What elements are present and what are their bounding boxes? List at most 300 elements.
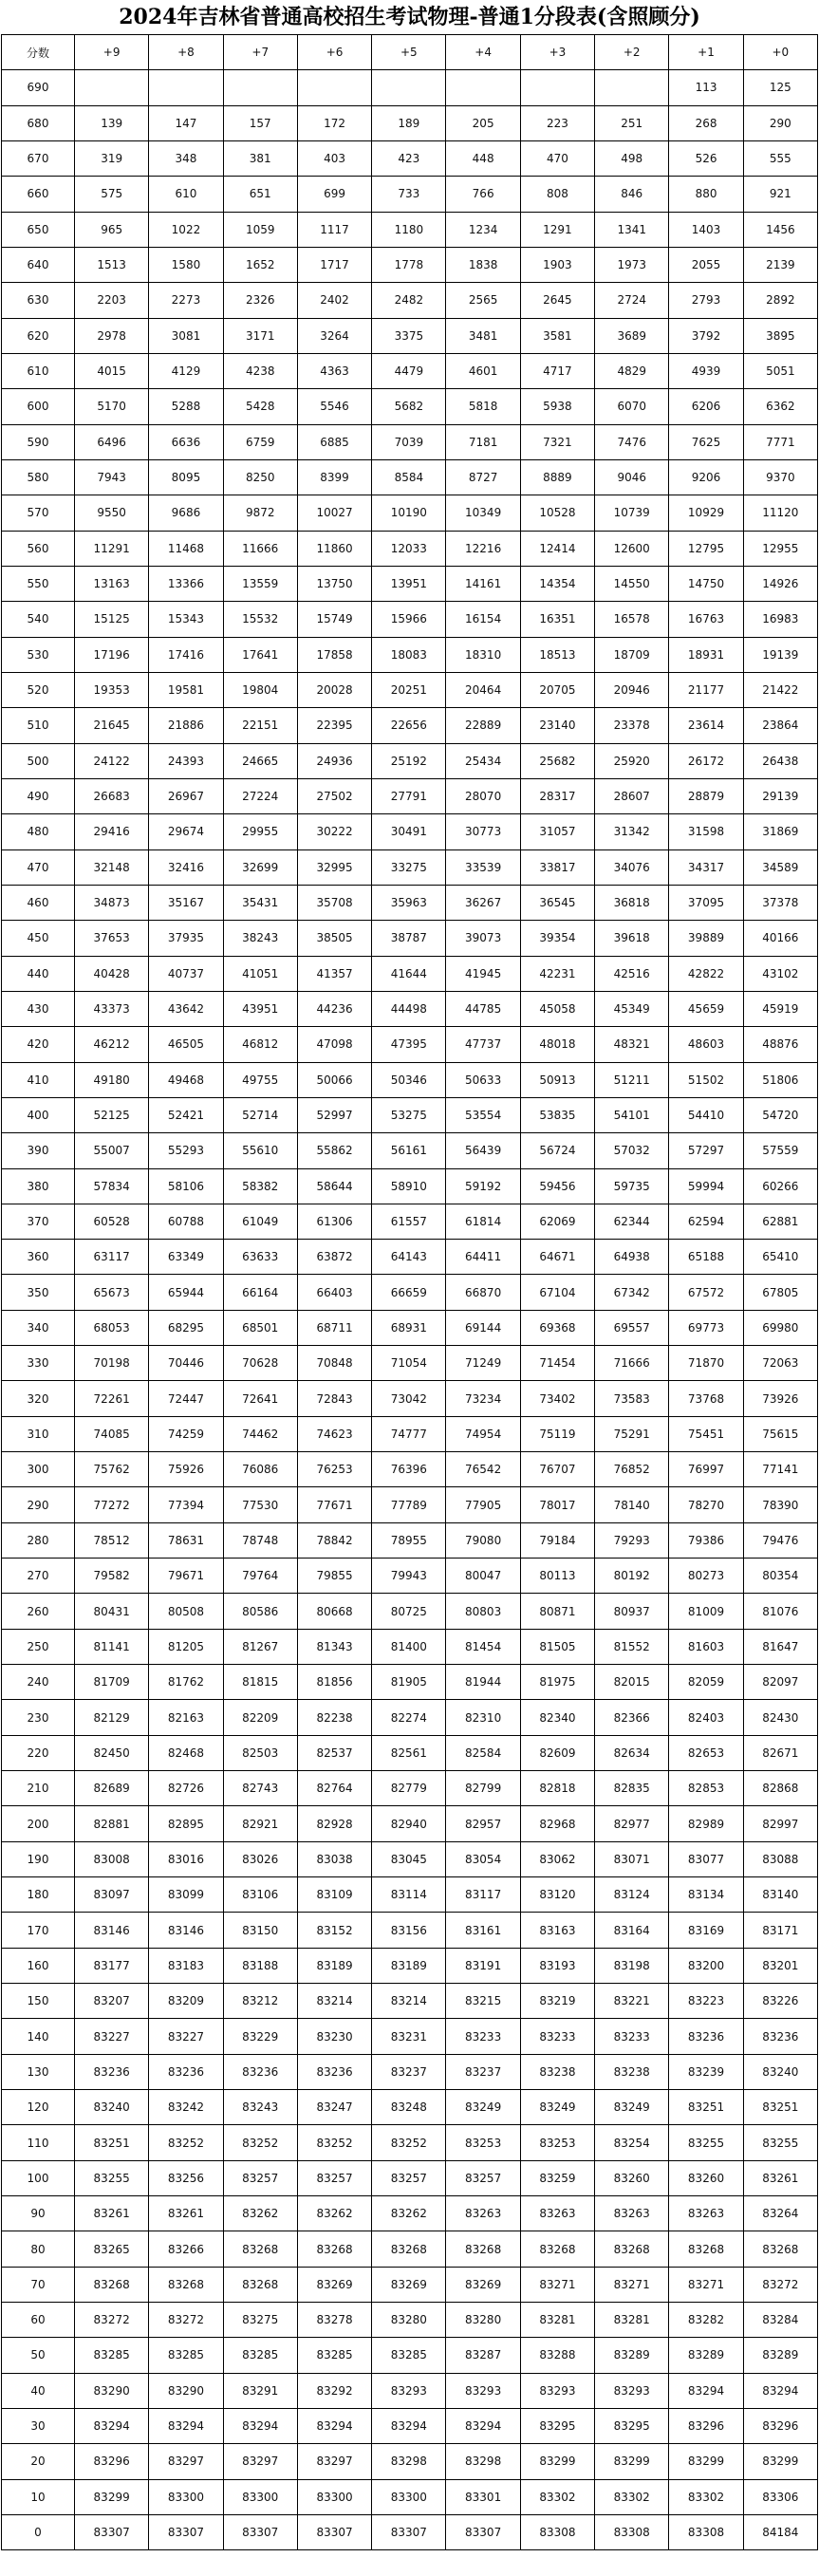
cumulative-count-cell: 83120 <box>520 1877 594 1913</box>
cumulative-count-cell: 38787 <box>372 921 446 956</box>
cumulative-count-cell: 1973 <box>595 247 669 282</box>
cumulative-count-cell: 67572 <box>669 1275 743 1310</box>
cumulative-count-cell: 37378 <box>743 885 817 920</box>
cumulative-count-cell: 83308 <box>669 2514 743 2549</box>
cumulative-count-cell: 37935 <box>149 921 223 956</box>
cumulative-count-cell: 81343 <box>297 1629 371 1664</box>
score-cell: 470 <box>2 849 75 885</box>
cumulative-count-cell: 82097 <box>743 1665 817 1700</box>
cumulative-count-cell: 83233 <box>520 2019 594 2054</box>
cumulative-count-cell: 1580 <box>149 247 223 282</box>
cumulative-count-cell: 83221 <box>595 1984 669 2019</box>
cumulative-count-cell: 189 <box>372 105 446 140</box>
cumulative-count-cell: 83236 <box>149 2054 223 2089</box>
cumulative-count-cell: 41051 <box>223 956 297 991</box>
cumulative-count-cell: 83223 <box>669 1984 743 2019</box>
cumulative-count-cell: 41357 <box>297 956 371 991</box>
cumulative-count-cell: 555 <box>743 140 817 176</box>
cumulative-count-cell: 20705 <box>520 672 594 707</box>
cumulative-count-cell: 81603 <box>669 1629 743 1664</box>
cumulative-count-cell: 13559 <box>223 566 297 601</box>
cumulative-count-cell: 57559 <box>743 1133 817 1168</box>
cumulative-count-cell: 54720 <box>743 1097 817 1132</box>
cumulative-count-cell: 526 <box>669 140 743 176</box>
cumulative-count-cell: 82366 <box>595 1700 669 1735</box>
cumulative-count-cell: 63117 <box>75 1240 149 1275</box>
score-cell: 460 <box>2 885 75 920</box>
cumulative-count-cell: 79184 <box>520 1522 594 1558</box>
cumulative-count-cell: 53835 <box>520 1097 594 1132</box>
score-cell: 170 <box>2 1913 75 1948</box>
table-row <box>2 389 818 424</box>
cumulative-count-cell: 61814 <box>446 1204 520 1239</box>
cumulative-count-cell: 83264 <box>743 2196 817 2231</box>
cumulative-count-cell: 59735 <box>595 1168 669 1204</box>
cumulative-count-cell: 32416 <box>149 849 223 885</box>
cumulative-count-cell: 83200 <box>669 1948 743 1983</box>
cumulative-count-cell: 24936 <box>297 743 371 778</box>
cumulative-count-cell: 83307 <box>149 2514 223 2549</box>
cumulative-count-cell: 21886 <box>149 708 223 743</box>
cumulative-count-cell: 17416 <box>149 637 223 672</box>
table-row <box>2 885 818 920</box>
cumulative-count-cell: 83054 <box>446 1841 520 1876</box>
cumulative-count-cell: 1717 <box>297 247 371 282</box>
cumulative-count-cell: 57834 <box>75 1168 149 1204</box>
score-cell: 200 <box>2 1806 75 1841</box>
cumulative-count-cell: 79080 <box>446 1522 520 1558</box>
cumulative-count-cell: 83308 <box>520 2514 594 2549</box>
cumulative-count-cell: 29674 <box>149 814 223 849</box>
cumulative-count-cell: 42516 <box>595 956 669 991</box>
cumulative-count-cell: 83242 <box>149 2090 223 2125</box>
cumulative-count-cell: 80668 <box>297 1594 371 1629</box>
cumulative-count-cell: 60788 <box>149 1204 223 1239</box>
score-cell: 620 <box>2 318 75 353</box>
table-row <box>2 140 818 176</box>
score-cell: 300 <box>2 1452 75 1487</box>
cumulative-count-cell: 75119 <box>520 1416 594 1451</box>
cumulative-count-cell: 83261 <box>743 2160 817 2195</box>
cumulative-count-cell: 48876 <box>743 1027 817 1062</box>
score-cell: 520 <box>2 672 75 707</box>
cumulative-count-cell: 78390 <box>743 1487 817 1522</box>
table-row <box>2 602 818 637</box>
cumulative-count-cell: 83252 <box>223 2125 297 2160</box>
cumulative-count-cell: 18931 <box>669 637 743 672</box>
cumulative-count-cell: 2724 <box>595 283 669 318</box>
cumulative-count-cell: 36267 <box>446 885 520 920</box>
table-row <box>2 424 818 459</box>
score-cell: 450 <box>2 921 75 956</box>
column-header: +1 <box>669 35 743 70</box>
cumulative-count-cell: 78748 <box>223 1522 297 1558</box>
score-cell: 10 <box>2 2479 75 2514</box>
cumulative-count-cell: 23614 <box>669 708 743 743</box>
cumulative-count-cell: 37095 <box>669 885 743 920</box>
cumulative-count-cell: 83306 <box>743 2479 817 2514</box>
cumulative-count-cell: 21422 <box>743 672 817 707</box>
column-header: +9 <box>75 35 149 70</box>
column-header: +4 <box>446 35 520 70</box>
cumulative-count-cell: 43373 <box>75 991 149 1026</box>
cumulative-count-cell: 5170 <box>75 389 149 424</box>
table-row <box>2 1168 818 1204</box>
table-row <box>2 2479 818 2514</box>
cumulative-count-cell: 83285 <box>75 2338 149 2373</box>
score-cell: 70 <box>2 2267 75 2302</box>
cumulative-count-cell: 83300 <box>149 2479 223 2514</box>
cumulative-count-cell: 76253 <box>297 1452 371 1487</box>
cumulative-count-cell: 83308 <box>595 2514 669 2549</box>
cumulative-count-cell: 7039 <box>372 424 446 459</box>
cumulative-count-cell: 56724 <box>520 1133 594 1168</box>
cumulative-count-cell: 13163 <box>75 566 149 601</box>
cumulative-count-cell: 12216 <box>446 531 520 566</box>
cumulative-count-cell: 27224 <box>223 778 297 813</box>
cumulative-count-cell: 34589 <box>743 849 817 885</box>
column-header: +5 <box>372 35 446 70</box>
cumulative-count-cell: 50066 <box>297 1062 371 1097</box>
cumulative-count-cell: 83300 <box>223 2479 297 2514</box>
cumulative-count-cell: 38243 <box>223 921 297 956</box>
cumulative-count-cell: 880 <box>669 177 743 212</box>
cumulative-count-cell: 37653 <box>75 921 149 956</box>
table-row <box>2 814 818 849</box>
cumulative-count-cell: 82503 <box>223 1735 297 1770</box>
cumulative-count-cell: 83227 <box>75 2019 149 2054</box>
cumulative-count-cell: 19581 <box>149 672 223 707</box>
cumulative-count-cell: 76707 <box>520 1452 594 1487</box>
cumulative-count-cell: 83262 <box>297 2196 371 2231</box>
cumulative-count-cell: 83298 <box>372 2444 446 2479</box>
cumulative-count-cell: 83294 <box>297 2408 371 2443</box>
score-cell: 610 <box>2 353 75 388</box>
cumulative-count-cell: 64671 <box>520 1240 594 1275</box>
cumulative-count-cell: 83271 <box>520 2267 594 2302</box>
cumulative-count-cell: 4717 <box>520 353 594 388</box>
cumulative-count-cell: 83236 <box>669 2019 743 2054</box>
table-row <box>2 1594 818 1629</box>
cumulative-count-cell: 83256 <box>149 2160 223 2195</box>
cumulative-count-cell: 83294 <box>223 2408 297 2443</box>
cumulative-count-cell: 2326 <box>223 283 297 318</box>
cumulative-count-cell: 83294 <box>446 2408 520 2443</box>
table-row <box>2 743 818 778</box>
cumulative-count-cell <box>520 70 594 105</box>
cumulative-count-cell: 83161 <box>446 1913 520 1948</box>
cumulative-count-cell: 81944 <box>446 1665 520 1700</box>
cumulative-count-cell: 39073 <box>446 921 520 956</box>
cumulative-count-cell: 82881 <box>75 1806 149 1841</box>
table-header-row <box>2 35 818 70</box>
table-row <box>2 459 818 495</box>
cumulative-count-cell: 83291 <box>223 2373 297 2408</box>
cumulative-count-cell: 83299 <box>669 2444 743 2479</box>
cumulative-count-cell: 8095 <box>149 459 223 495</box>
cumulative-count-cell: 22395 <box>297 708 371 743</box>
cumulative-count-cell: 31598 <box>669 814 743 849</box>
cumulative-count-cell: 83231 <box>372 2019 446 2054</box>
cumulative-count-cell: 83254 <box>595 2125 669 2160</box>
cumulative-count-cell: 83268 <box>297 2231 371 2267</box>
cumulative-count-cell: 81647 <box>743 1629 817 1664</box>
cumulative-count-cell: 41945 <box>446 956 520 991</box>
cumulative-count-cell: 19139 <box>743 637 817 672</box>
cumulative-count-cell: 83295 <box>595 2408 669 2443</box>
cumulative-count-cell: 69557 <box>595 1310 669 1345</box>
cumulative-count-cell: 62344 <box>595 1204 669 1239</box>
table-row <box>2 708 818 743</box>
cumulative-count-cell: 20251 <box>372 672 446 707</box>
score-cell: 530 <box>2 637 75 672</box>
cumulative-count-cell: 81905 <box>372 1665 446 1700</box>
cumulative-count-cell: 83248 <box>372 2090 446 2125</box>
cumulative-count-cell: 1117 <box>297 212 371 247</box>
cumulative-count-cell: 83226 <box>743 1984 817 2019</box>
cumulative-count-cell: 83288 <box>520 2338 594 2373</box>
cumulative-count-cell: 80113 <box>520 1559 594 1594</box>
score-cell: 340 <box>2 1310 75 1345</box>
cumulative-count-cell: 23378 <box>595 708 669 743</box>
cumulative-count-cell: 14354 <box>520 566 594 601</box>
cumulative-count-cell: 83297 <box>223 2444 297 2479</box>
cumulative-count-cell: 6070 <box>595 389 669 424</box>
table-row <box>2 2054 818 2089</box>
cumulative-count-cell: 83268 <box>520 2231 594 2267</box>
cumulative-count-cell: 5428 <box>223 389 297 424</box>
cumulative-count-cell: 82653 <box>669 1735 743 1770</box>
cumulative-count-cell: 81141 <box>75 1629 149 1664</box>
cumulative-count-cell: 610 <box>149 177 223 212</box>
score-cell: 160 <box>2 1948 75 1983</box>
cumulative-count-cell: 82671 <box>743 1735 817 1770</box>
cumulative-count-cell: 83257 <box>297 2160 371 2195</box>
cumulative-count-cell: 157 <box>223 105 297 140</box>
cumulative-count-cell: 74259 <box>149 1416 223 1451</box>
cumulative-count-cell: 77671 <box>297 1487 371 1522</box>
cumulative-count-cell: 38505 <box>297 921 371 956</box>
cumulative-count-cell: 24393 <box>149 743 223 778</box>
cumulative-count-cell: 52421 <box>149 1097 223 1132</box>
cumulative-count-cell: 31869 <box>743 814 817 849</box>
cumulative-count-cell: 71249 <box>446 1346 520 1381</box>
cumulative-count-cell: 83164 <box>595 1913 669 1948</box>
cumulative-count-cell: 83282 <box>669 2303 743 2338</box>
score-cell: 670 <box>2 140 75 176</box>
score-cell: 360 <box>2 1240 75 1275</box>
cumulative-count-cell: 83215 <box>446 1984 520 2019</box>
cumulative-count-cell: 26683 <box>75 778 149 813</box>
cumulative-count-cell: 9206 <box>669 459 743 495</box>
score-cell: 560 <box>2 531 75 566</box>
cumulative-count-cell: 33275 <box>372 849 446 885</box>
cumulative-count-cell: 11468 <box>149 531 223 566</box>
table-row <box>2 105 818 140</box>
cumulative-count-cell: 71666 <box>595 1346 669 1381</box>
cumulative-count-cell: 4601 <box>446 353 520 388</box>
cumulative-count-cell: 77530 <box>223 1487 297 1522</box>
cumulative-count-cell: 82895 <box>149 1806 223 1841</box>
score-cell: 430 <box>2 991 75 1026</box>
cumulative-count-cell: 83249 <box>595 2090 669 2125</box>
cumulative-count-cell: 71054 <box>372 1346 446 1381</box>
cumulative-count-cell: 34873 <box>75 885 149 920</box>
cumulative-count-cell: 3792 <box>669 318 743 353</box>
cumulative-count-cell: 47395 <box>372 1027 446 1062</box>
score-cell: 210 <box>2 1771 75 1806</box>
cumulative-count-cell: 76997 <box>669 1452 743 1487</box>
cumulative-count-cell: 46212 <box>75 1027 149 1062</box>
cumulative-count-cell: 31057 <box>520 814 594 849</box>
cumulative-count-cell: 61306 <box>297 1204 371 1239</box>
cumulative-count-cell: 33539 <box>446 849 520 885</box>
cumulative-count-cell: 3689 <box>595 318 669 353</box>
cumulative-count-cell: 81400 <box>372 1629 446 1664</box>
cumulative-count-cell: 15125 <box>75 602 149 637</box>
cumulative-count-cell: 83298 <box>446 2444 520 2479</box>
table-row <box>2 2338 818 2373</box>
cumulative-count-cell: 83252 <box>149 2125 223 2160</box>
cumulative-count-cell: 6636 <box>149 424 223 459</box>
cumulative-count-cell: 83294 <box>372 2408 446 2443</box>
cumulative-count-cell: 83252 <box>372 2125 446 2160</box>
cumulative-count-cell: 83201 <box>743 1948 817 1983</box>
cumulative-count-cell: 83266 <box>149 2231 223 2267</box>
cumulative-count-cell: 83307 <box>297 2514 371 2549</box>
cumulative-count-cell: 17641 <box>223 637 297 672</box>
table-row <box>2 2231 818 2267</box>
cumulative-count-cell: 66870 <box>446 1275 520 1310</box>
cumulative-count-cell: 74623 <box>297 1416 371 1451</box>
cumulative-count-cell: 44498 <box>372 991 446 1026</box>
score-cell: 420 <box>2 1027 75 1062</box>
cumulative-count-cell: 54410 <box>669 1097 743 1132</box>
cumulative-count-cell: 76542 <box>446 1452 520 1487</box>
cumulative-count-cell: 83106 <box>223 1877 297 1913</box>
cumulative-count-cell: 42822 <box>669 956 743 991</box>
cumulative-count-cell: 16983 <box>743 602 817 637</box>
cumulative-count-cell: 69368 <box>520 1310 594 1345</box>
cumulative-count-cell: 83237 <box>446 2054 520 2089</box>
cumulative-count-cell: 83294 <box>75 2408 149 2443</box>
cumulative-count-cell: 73234 <box>446 1381 520 1416</box>
cumulative-count-cell: 82957 <box>446 1806 520 1841</box>
cumulative-count-cell: 66403 <box>297 1275 371 1310</box>
score-cell: 230 <box>2 1700 75 1735</box>
cumulative-count-cell: 4363 <box>297 353 371 388</box>
cumulative-count-cell: 83268 <box>149 2267 223 2302</box>
cumulative-count-cell: 76852 <box>595 1452 669 1487</box>
cumulative-count-cell: 1180 <box>372 212 446 247</box>
cumulative-count-cell: 74462 <box>223 1416 297 1451</box>
cumulative-count-cell: 83191 <box>446 1948 520 1983</box>
cumulative-count-cell: 83269 <box>372 2267 446 2302</box>
cumulative-count-cell: 45058 <box>520 991 594 1026</box>
cumulative-count-cell: 83008 <box>75 1841 149 1876</box>
cumulative-count-cell: 24122 <box>75 743 149 778</box>
cumulative-count-cell: 39618 <box>595 921 669 956</box>
score-cell: 650 <box>2 212 75 247</box>
cumulative-count-cell: 74777 <box>372 1416 446 1451</box>
cumulative-count-cell: 1291 <box>520 212 594 247</box>
table-row <box>2 283 818 318</box>
cumulative-count-cell: 15532 <box>223 602 297 637</box>
cumulative-count-cell: 83289 <box>595 2338 669 2373</box>
table-row <box>2 1700 818 1735</box>
cumulative-count-cell: 41644 <box>372 956 446 991</box>
cumulative-count-cell: 82835 <box>595 1771 669 1806</box>
cumulative-count-cell: 39354 <box>520 921 594 956</box>
cumulative-count-cell: 29139 <box>743 778 817 813</box>
cumulative-count-cell: 80273 <box>669 1559 743 1594</box>
cumulative-count-cell: 5051 <box>743 353 817 388</box>
cumulative-count-cell: 83163 <box>520 1913 594 1948</box>
score-cell: 280 <box>2 1522 75 1558</box>
cumulative-count-cell: 83294 <box>669 2373 743 2408</box>
cumulative-count-cell: 83271 <box>595 2267 669 2302</box>
cumulative-count-cell: 31342 <box>595 814 669 849</box>
cumulative-count-cell: 1234 <box>446 212 520 247</box>
cumulative-count-cell: 11291 <box>75 531 149 566</box>
cumulative-count-cell: 83292 <box>297 2373 371 2408</box>
cumulative-count-cell: 83302 <box>669 2479 743 2514</box>
cumulative-count-cell: 80508 <box>149 1594 223 1629</box>
cumulative-count-cell: 1059 <box>223 212 297 247</box>
cumulative-count-cell: 81505 <box>520 1629 594 1664</box>
cumulative-count-cell <box>446 70 520 105</box>
cumulative-count-cell: 77141 <box>743 1452 817 1487</box>
cumulative-count-cell: 35963 <box>372 885 446 920</box>
cumulative-count-cell: 11666 <box>223 531 297 566</box>
cumulative-count-cell: 40166 <box>743 921 817 956</box>
cumulative-count-cell: 5938 <box>520 389 594 424</box>
table-row <box>2 1381 818 1416</box>
cumulative-count-cell: 7943 <box>75 459 149 495</box>
cumulative-count-cell: 26172 <box>669 743 743 778</box>
cumulative-count-cell: 13750 <box>297 566 371 601</box>
cumulative-count-cell: 83285 <box>149 2338 223 2373</box>
cumulative-count-cell: 83255 <box>75 2160 149 2195</box>
cumulative-count-cell: 66164 <box>223 1275 297 1310</box>
cumulative-count-cell: 82468 <box>149 1735 223 1770</box>
cumulative-count-cell: 82764 <box>297 1771 371 1806</box>
cumulative-count-cell: 14926 <box>743 566 817 601</box>
cumulative-count-cell: 51211 <box>595 1062 669 1097</box>
score-cell: 500 <box>2 743 75 778</box>
cumulative-count-cell: 45659 <box>669 991 743 1026</box>
cumulative-count-cell: 35708 <box>297 885 371 920</box>
cumulative-count-cell <box>372 70 446 105</box>
score-cell: 550 <box>2 566 75 601</box>
cumulative-count-cell: 2793 <box>669 283 743 318</box>
cumulative-count-cell: 139 <box>75 105 149 140</box>
cumulative-count-cell: 10929 <box>669 495 743 531</box>
cumulative-count-cell: 2978 <box>75 318 149 353</box>
cumulative-count-cell: 83287 <box>446 2338 520 2373</box>
cumulative-count-cell: 83307 <box>372 2514 446 2549</box>
cumulative-count-cell: 71454 <box>520 1346 594 1381</box>
column-header: +8 <box>149 35 223 70</box>
cumulative-count-cell: 42231 <box>520 956 594 991</box>
cumulative-count-cell: 57032 <box>595 1133 669 1168</box>
cumulative-count-cell: 290 <box>743 105 817 140</box>
score-cell: 40 <box>2 2373 75 2408</box>
cumulative-count-cell: 14750 <box>669 566 743 601</box>
cumulative-count-cell: 61557 <box>372 1204 446 1239</box>
cumulative-count-cell: 83296 <box>743 2408 817 2443</box>
score-cell: 540 <box>2 602 75 637</box>
